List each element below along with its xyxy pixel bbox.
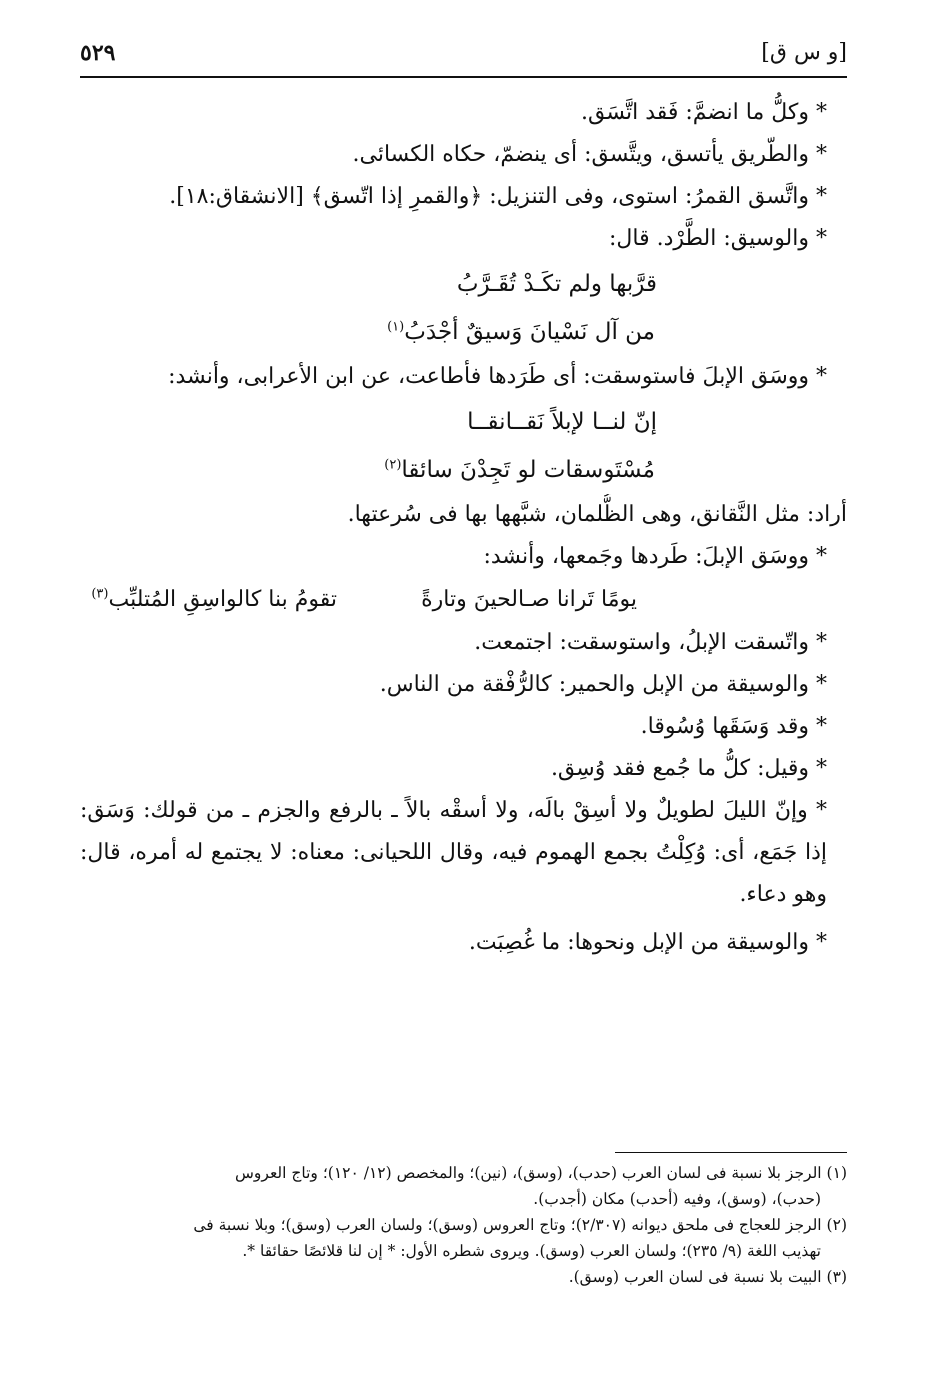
footnote-continuation: (حدب)، (وسق)، وفيه (أحدب) مكان (أجدب). — [533, 1190, 821, 1208]
entry-line: أراد: مثل النَّقانق، وهى الظُّلمان، شبَّهها بها فى سُرعتها. — [347, 502, 847, 527]
footnote-text: الرجز بلا نسبة فى لسان العرب (حدب)، (وسق)، (نين)؛ والمخصص (١٢/ ١٢٠)؛ وتاج العروس — [235, 1164, 822, 1182]
footnote-mark: (١) — [826, 1164, 847, 1182]
entry-line: * والطّريق يأتسق، ويتَّسق: أى ينضمّ، حكاه الكسائى. — [352, 142, 827, 167]
header-rule — [80, 76, 847, 78]
entry-line: * والوسيقة من الإبل والحمير: كالرُّفْقة من الناس. — [379, 672, 827, 697]
entry-line: * وقيل: كلُّ ما جُمع فقد وُسِق. — [550, 756, 827, 781]
footnote-mark: (٣) — [826, 1268, 847, 1286]
section-root-label: [و س ق] — [761, 40, 847, 65]
verse-line: من آل نَسْيانَ وَسيقٌ أجْدَبُ$^{(١)}$ — [387, 319, 655, 345]
verse-hemistich: يومًا تَرانا صـالحينَ وتارةً — [421, 587, 637, 612]
footnote — [80, 1212, 847, 1238]
footnote-continuation: تهذيب اللغة (٩/ ٢٣٥)؛ ولسان العرب (وسق). ويروى شطره الأول: * إن لنا قلائصًا حقائقا *. — [242, 1242, 821, 1260]
verse-line: قرَّبها ولم تكَـدْ تُقَـرَّبُ — [456, 271, 657, 297]
entry-line: * والوسيقة من الإبل ونحوها: ما غُصِبَت. — [468, 930, 827, 955]
footnote-ref: (١) — [387, 319, 405, 335]
footnote-text: البيت بلا نسبة فى لسان العرب (وسق). — [568, 1268, 822, 1286]
footnotes — [80, 1160, 847, 1290]
entry-line: * واتّسقت الإبلُ، واستوسقت: اجتمعت. — [474, 630, 827, 655]
footnote-ref: (٢) — [384, 457, 402, 473]
main-text — [80, 92, 847, 964]
entry-line: * ووسَق الإبلَ فاستوسقت: أى طَرَدها فأطاعت، عن ابن الأعرابى، وأنشد: — [168, 364, 827, 389]
footnote-text: الرجز للعجاج فى ملحق ديوانه (٢/٣٠٧)؛ وتاج العروس (وسق)؛ ولسان العرب (وسق)؛ وبلا نسبة فى — [193, 1216, 822, 1234]
entry-line: * والوسيق: الطَّرْد. قال: — [608, 226, 827, 251]
entry-line: * وقد وَسَقَها وُسُوقا. — [640, 714, 827, 739]
footnote — [80, 1160, 847, 1186]
footnote-ref: (٣) — [91, 586, 109, 602]
verse-line: إنّ لنــا لإبلاً نَقــانقــا — [467, 409, 657, 435]
footnote-rule — [615, 1152, 847, 1153]
entry-line: * وكلُّ ما انضمَّ: فَقد اتَّسَق. — [581, 100, 827, 125]
page-header — [80, 38, 847, 74]
verse-line: مُسْتَوسقات لو تَجِدْنَ سائقا$^{(٢)}$ — [384, 457, 655, 483]
verse-hemistich: تقومُ بنا كالواسِقِ المُتلبِّب$^{(٣)}$ — [91, 586, 337, 612]
entry-line: * ووسَق الإبلَ: طَردها وجَمعها، وأنشد: — [483, 544, 827, 569]
footnote-mark: (٢) — [826, 1216, 847, 1234]
verse-couplet — [80, 578, 847, 622]
page-number: ٥٢٩ — [80, 40, 116, 66]
entry-line: * واتَّسق القمرُ: استوى، وفى التنزيل: ﴿والقمرِ إذا اتّسق﴾ [الانشقاق:١٨]. — [169, 184, 827, 209]
footnote — [80, 1264, 847, 1290]
entry-paragraph: * وإنّ الليلَ لطويلٌ ولا أسِقْ بالَه، ولا أسقْه بالاً ـ بالرفع والجزم ـ من قولك: وَسَق: إذا جَمَع، أى: وُكِلْتُ بجمع الهموم فيه، وقال اللحيانى: معناه: لا يجتمع له أمره، قال: وهو دعاء. — [80, 798, 827, 907]
